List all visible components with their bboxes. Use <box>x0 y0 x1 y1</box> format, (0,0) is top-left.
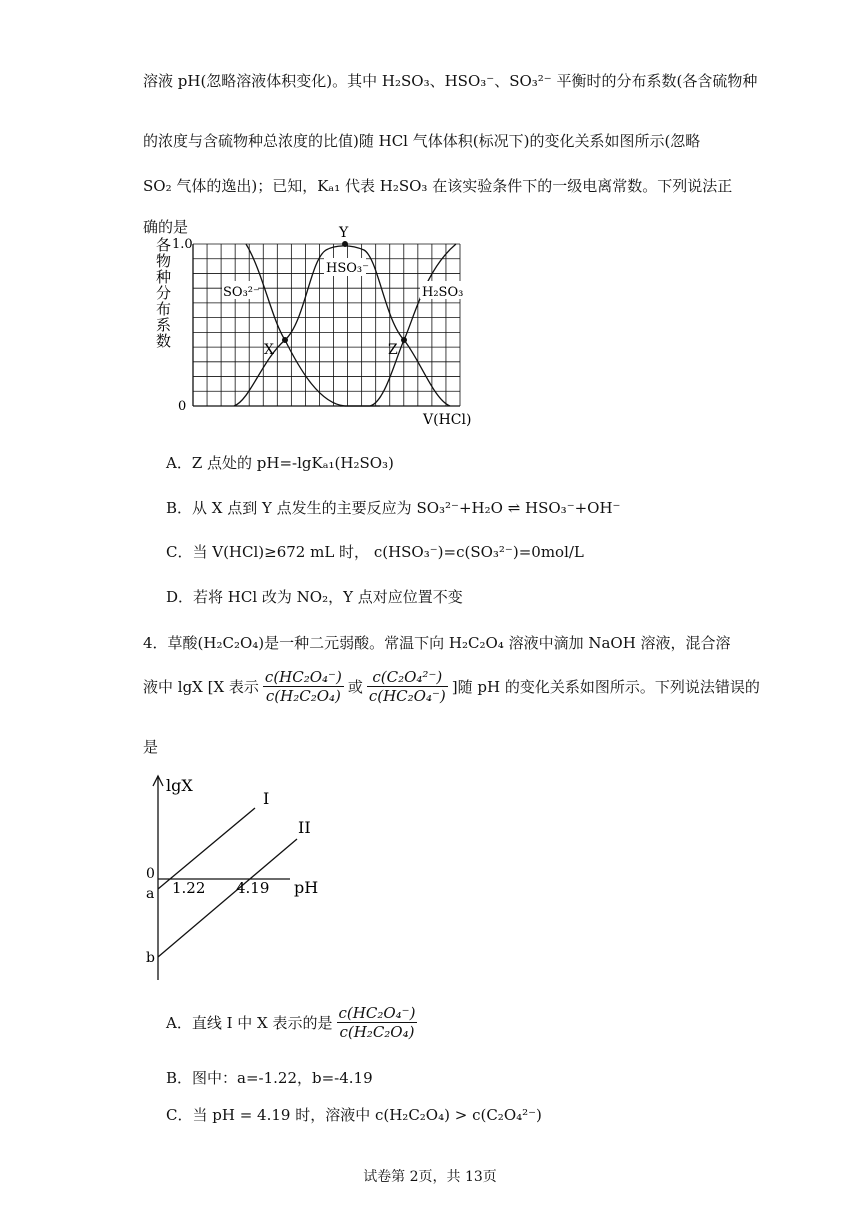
frac1-num: c(HC₂O₄⁻) <box>264 668 342 686</box>
line-i <box>158 808 255 889</box>
ylabel-char: 系 <box>156 316 172 334</box>
q4-a-den: c(H₂C₂O₄) <box>339 1023 415 1041</box>
distribution-chart <box>145 225 485 435</box>
q4-option-a-pre: A．直线 I 中 X 表示的是 <box>166 1014 333 1032</box>
zero-label: 0 <box>146 866 155 882</box>
point-z <box>401 337 407 343</box>
label-z: Z <box>388 342 398 358</box>
ylabel-char: 布 <box>156 300 172 318</box>
line-ii-label: II <box>298 818 311 837</box>
y-top-label: 1.0 <box>172 237 193 252</box>
ylabel-char: 数 <box>156 332 172 350</box>
q4-frac-1 <box>263 668 344 705</box>
tick-1: 1.22 <box>172 879 206 897</box>
label-y: Y <box>339 225 349 241</box>
q4-line-2 <box>143 668 760 705</box>
q4-line-3: 是 <box>143 738 159 756</box>
frac2-num: c(C₂O₄²⁻) <box>367 668 448 687</box>
q4-option-a <box>166 1004 417 1041</box>
frac1-den: c(H₂C₂O₄) <box>265 687 341 705</box>
q4-line2-post: ]随 pH 的变化关系如图所示。下列说法错误的 <box>451 678 760 696</box>
intro-line-2: 的浓度与含硫物种总浓度的比值)随 HCl 气体体积(标况下)的变化关系如图所示(忽略 <box>143 132 701 150</box>
x-axis-label: V(HCl) <box>423 412 472 428</box>
label-so3: SO₃²⁻ <box>223 285 260 300</box>
point-x <box>282 337 288 343</box>
q3-option-a: A．Z 点处的 pH=-lgKₐ₁(H₂SO₃) <box>166 454 394 472</box>
ylabel-chars <box>156 236 171 350</box>
q4-option-c: C．当 pH = 4.19 时，溶液中 c(H₂C₂O₄) > c(C₂O₄²⁻) <box>166 1106 542 1124</box>
ylabel-char: 分 <box>156 284 172 302</box>
q3-option-c: C．当 V(HCl)≥672 mL 时， c(HSO₃⁻)=c(SO₃²⁻)=0mol/L <box>166 543 584 561</box>
intro-line-3: SO₂ 气体的逸出)；已知，Kₐ₁ 代表 H₂SO₃ 在该实验条件下的一级电离常数。下列说法正 <box>143 177 733 195</box>
frac2-den: c(HC₂O₄⁻) <box>368 687 446 705</box>
a-label: a <box>146 886 155 902</box>
line-ii <box>158 839 297 957</box>
label-hso3: HSO₃⁻ <box>326 261 369 276</box>
ylabel-char: 种 <box>156 268 172 286</box>
q4-frac-2 <box>367 668 448 705</box>
b-label: b <box>146 950 155 966</box>
tick-2: 4.19 <box>236 879 270 897</box>
intro-line-4: 确的是 <box>143 218 189 236</box>
point-y <box>342 241 348 247</box>
label-h2so3: H₂SO₃ <box>422 285 464 300</box>
q4-a-num: c(HC₂O₄⁻) <box>338 1004 416 1022</box>
intro-line-1: 溶液 pH(忽略溶液体积变化)。其中 H₂SO₃、HSO₃⁻、SO₃²⁻ 平衡时的分布系数(各含硫物种 <box>143 72 758 90</box>
line-i-label: I <box>263 789 270 808</box>
ylabel-char: 各 <box>156 236 172 254</box>
q4-line-1: 4．草酸(H₂C₂O₄)是一种二元弱酸。常温下向 H₂C₂O₄ 溶液中滴加 NaOH 溶液，混合溶 <box>143 634 731 652</box>
q4-line2-pre: 液中 lgX [X 表示 <box>143 678 259 696</box>
lgx-chart <box>140 770 340 980</box>
y-axis-label: lgX <box>166 776 193 795</box>
x-axis-label: pH <box>294 878 319 897</box>
q4-option-b: B．图中：a=-1.22，b=-4.19 <box>166 1069 373 1087</box>
q4-option-a-frac <box>337 1004 418 1041</box>
q3-option-d: D．若将 HCl 改为 NO₂，Y 点对应位置不变 <box>166 588 463 606</box>
y-zero-label: 0 <box>178 399 187 414</box>
q4-or: 或 <box>347 678 363 696</box>
label-x: X <box>264 342 274 358</box>
q3-option-b: B．从 X 点到 Y 点发生的主要反应为 SO₃²⁻+H₂O ⇌ HSO₃⁻+OH⁻ <box>166 499 621 517</box>
ylabel-char: 物 <box>156 252 172 270</box>
page-footer: 试卷第 2页，共 13页 <box>363 1169 497 1185</box>
